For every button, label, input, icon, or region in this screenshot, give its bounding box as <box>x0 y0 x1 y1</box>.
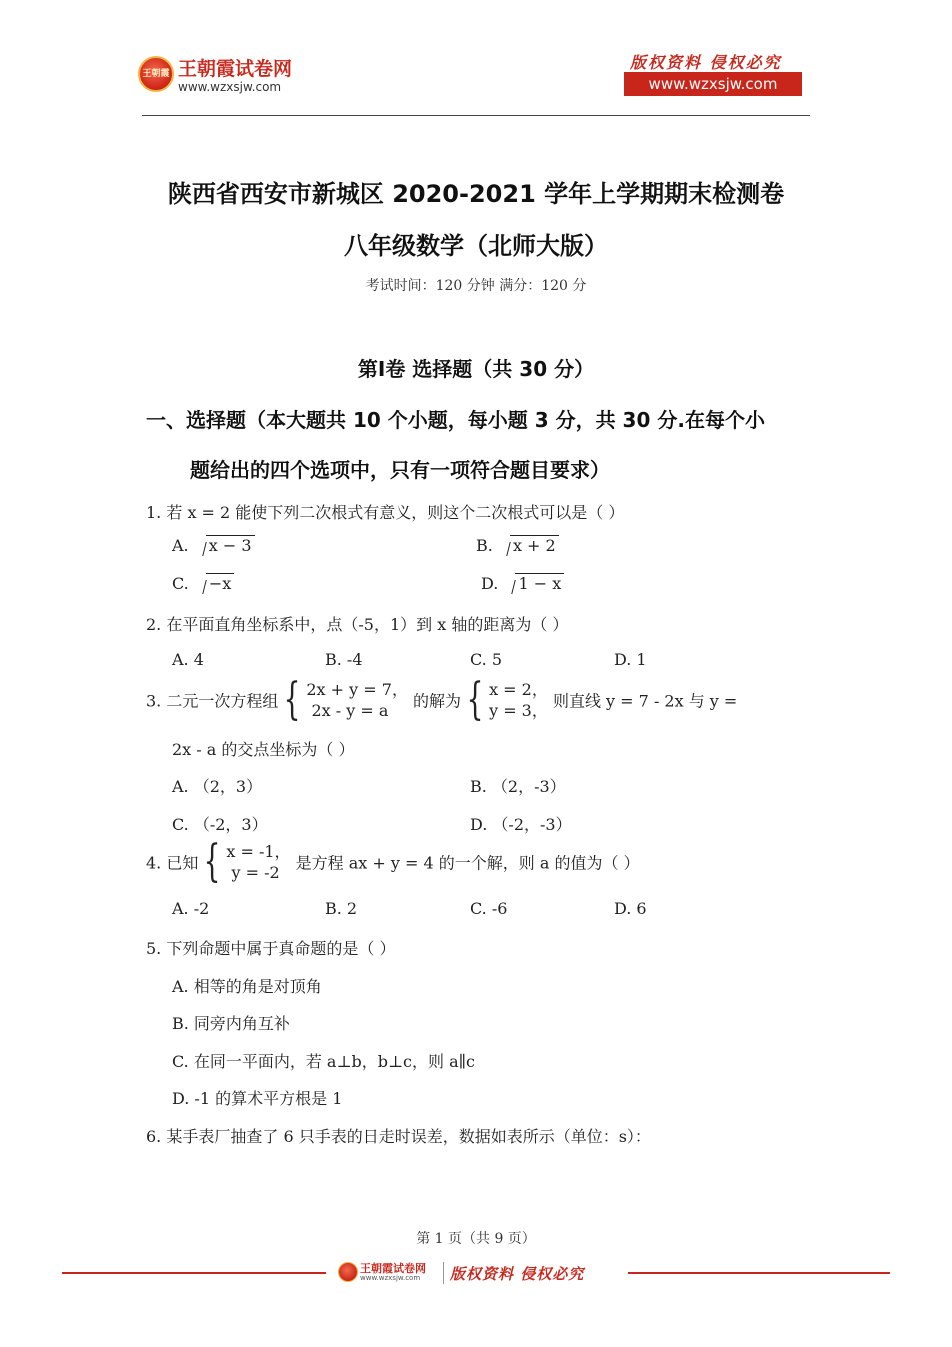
question-1-option-b <box>476 536 559 555</box>
footer-rule-right <box>628 1272 890 1274</box>
option-label: D. <box>481 574 499 593</box>
radicand: x + 2 <box>510 535 559 555</box>
question-2-option-b: B. -4 <box>325 650 363 669</box>
question-3-option-c: C. （-2，3） <box>172 815 268 834</box>
radicand: x − 3 <box>206 535 255 555</box>
question-2-option-c: C. 5 <box>470 650 503 669</box>
question-4-lead: 4. 已知 <box>146 853 199 873</box>
question-5-option-a: A. 相等的角是对顶角 <box>172 977 322 996</box>
question-3-option-d: D. （-2，-3） <box>470 815 572 834</box>
question-1-stem: 1. 若 x = 2 能使下列二次根式有意义，则这个二次根式可以是（ ） <box>146 503 625 522</box>
question-3-mid: 的解为 <box>413 691 462 711</box>
exam-subtitle: 八年级数学（北师大版） <box>344 232 608 260</box>
brace-symbol: { <box>203 836 221 887</box>
question-3-stem <box>146 674 738 725</box>
equation-system: x = -1， y = -2 <box>226 842 291 882</box>
footer-logo-badge <box>338 1262 358 1282</box>
question-5-option-c: C. 在同一平面内，若 a⊥b，b⊥c，则 a∥c <box>172 1052 475 1071</box>
logo-url: www.wzxsjw.com <box>178 80 282 94</box>
question-1-option-a <box>172 536 255 555</box>
question-6-stem: 6. 某手表厂抽查了 6 只手表的日走时误差，数据如表所示（单位：s）： <box>146 1127 651 1146</box>
question-4-option-c: C. -6 <box>470 899 508 918</box>
sqrt-symbol <box>498 536 559 555</box>
question-3-lead: 3. 二元一次方程组 <box>146 691 279 711</box>
question-1-option-c <box>172 574 234 593</box>
question-2-option-d: D. 1 <box>614 650 647 669</box>
website-url-banner: www.wzxsjw.com <box>624 72 802 96</box>
brace-symbol: { <box>466 674 484 725</box>
question-2-stem: 2. 在平面直角坐标系中，点（-5，1）到 x 轴的距离为（ ） <box>146 615 569 634</box>
sqrt-symbol <box>194 536 255 555</box>
question-3-option-b: B. （2，-3） <box>470 777 566 796</box>
question-5-option-d: D. -1 的算术平方根是 1 <box>172 1089 343 1108</box>
exam-title: 陕西省西安市新城区 2020-2021 学年上学期期末检测卷 <box>167 180 785 208</box>
radicand: −x <box>206 573 234 593</box>
section-heading-continued: 题给出的四个选项中，只有一项符合题目要求） <box>190 458 610 482</box>
logo-name: 王朝霞试卷网 <box>178 58 293 80</box>
sqrt-symbol <box>503 574 564 593</box>
exam-info: 考试时间：120 分钟 满分：120 分 <box>365 278 587 294</box>
question-5-stem: 5. 下列命题中属于真命题的是（ ） <box>146 939 396 958</box>
option-label: A. <box>172 536 189 555</box>
footer-copyright-notice: 版权资料 侵权必究 <box>450 1265 585 1283</box>
copyright-notice: 版权资料 侵权必究 <box>630 53 782 72</box>
footer-logo-name: 王朝霞试卷网 <box>360 1262 426 1275</box>
part-title: 第Ⅰ卷 选择题（共 30 分） <box>357 357 595 381</box>
question-4-tail: 是方程 ax + y = 4 的一个解，则 a 的值为（ ） <box>295 853 640 873</box>
section-heading: 一、选择题（本大题共 10 个小题，每小题 3 分，共 30 分.在每个小 <box>146 408 765 432</box>
solution-system: x = 2， y = 3， <box>489 680 548 720</box>
question-4-stem <box>146 836 640 887</box>
brace-symbol: { <box>283 674 301 725</box>
logo-badge: 王朝霞 <box>138 56 174 92</box>
sqrt-symbol <box>194 574 234 593</box>
page-number: 第 1 页（共 9 页） <box>416 1231 536 1247</box>
equation-system: 2x + y = 7， 2x - y = a <box>306 680 408 720</box>
question-3-option-a: A. （2，3） <box>172 777 263 796</box>
header-divider <box>142 115 810 116</box>
option-label: C. <box>172 574 189 593</box>
question-2-option-a: A. 4 <box>172 650 204 669</box>
radicand: 1 − x <box>515 573 564 593</box>
question-3-stem-line2: 2x - a 的交点坐标为（ ） <box>172 740 355 759</box>
question-3-tail: 则直线 y = 7 - 2x 与 y = <box>552 691 738 711</box>
footer-logo-url: www.wzxsjw.com <box>360 1274 421 1282</box>
footer-separator <box>443 1262 444 1284</box>
option-label: B. <box>476 536 493 555</box>
question-4-option-b: B. 2 <box>325 899 358 918</box>
question-4-option-a: A. -2 <box>172 899 210 918</box>
question-5-option-b: B. 同旁内角互补 <box>172 1014 290 1033</box>
question-1-option-d <box>481 574 564 593</box>
footer-rule-left <box>62 1272 326 1274</box>
question-4-option-d: D. 6 <box>614 899 647 918</box>
